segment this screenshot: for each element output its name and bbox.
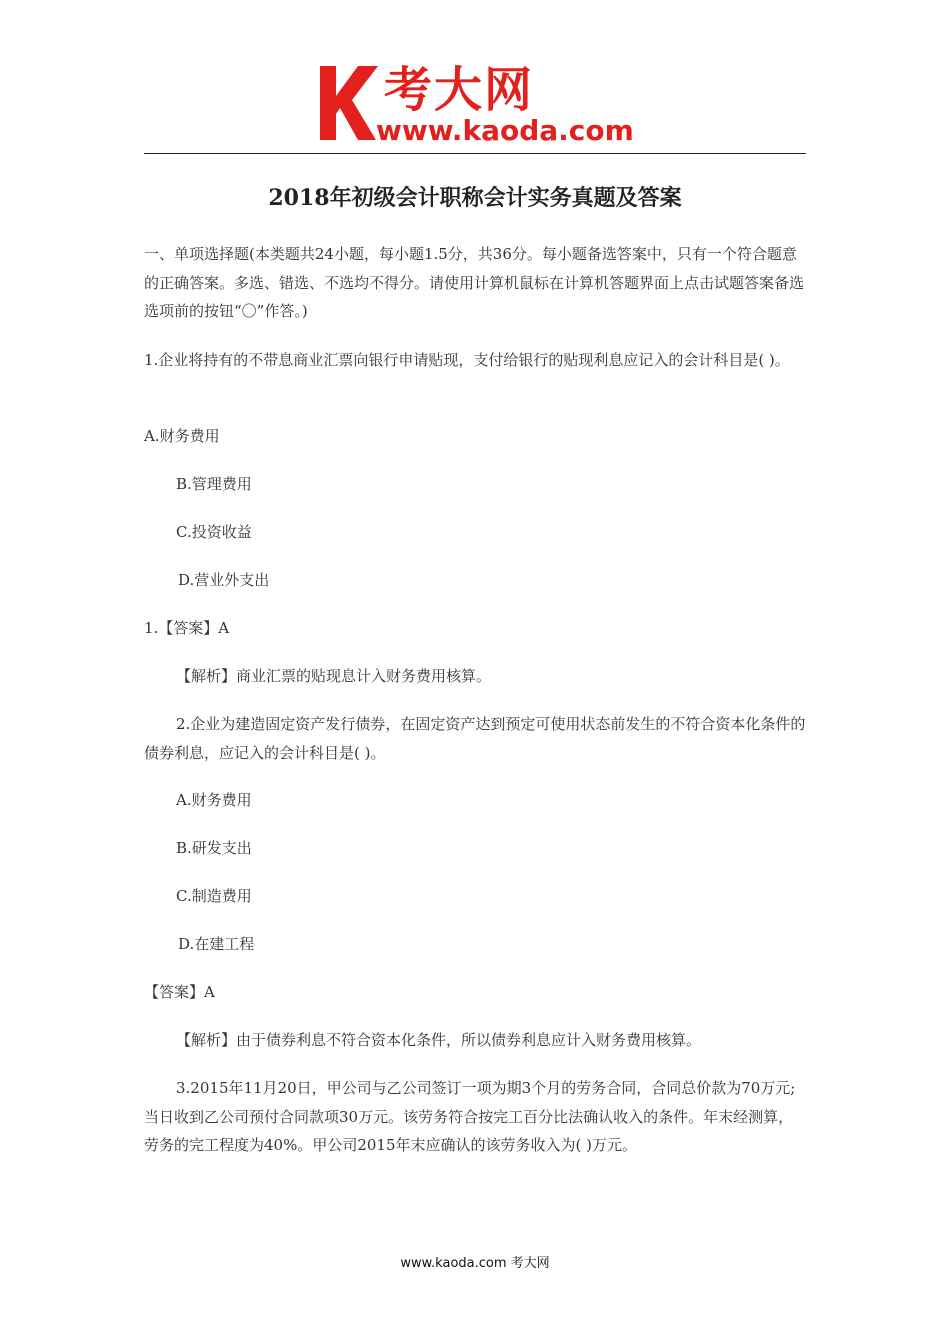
header-divider [144, 153, 806, 154]
logo-k-icon [318, 66, 380, 140]
question-2-answer: 【答案】A [144, 983, 215, 1001]
question-1-option-b: B.管理费用 [176, 475, 252, 493]
question-1-option-d: D.营业外支出 [178, 571, 270, 589]
question-2-option-a: A.财务费用 [176, 791, 252, 809]
question-2-stem: 2.企业为建造固定资产发行债券，在固定资产达到预定可使用状态前发生的不符合资本化条件的债券利息，应记入的会计科目是( )。 [144, 715, 806, 762]
question-2-option-d: D.在建工程 [178, 935, 255, 953]
question-2-option-c: C.制造费用 [176, 887, 252, 905]
question-2-analysis: 【解析】由于债券利息不符合资本化条件，所以债券利息应计入财务费用核算。 [176, 1031, 702, 1049]
question-1-answer: 1.【答案】A [144, 619, 230, 637]
question-1-analysis: 【解析】商业汇票的贴现息计入财务费用核算。 [176, 667, 492, 685]
section-intro: 一、单项选择题(本类题共24小题，每小题1.5分，共36分。每小题备选答案中，只有一个符合题意的正确答案。多选、错选、不选均不得分。请使用计算机鼠标在计算机答题界面上点击试题答案备选选项前的按钮“〇”作答。) [144, 245, 805, 320]
question-1-option-a: A.财务费用 [144, 427, 220, 445]
question-3-stem: 3.2015年11月20日，甲公司与乙公司签订一项为期3个月的劳务合同，合同总价款为70万元;当日收到乙公司预付合同款项30万元。该劳务符合按完工百分比法确认收入的条件。年末经测算，劳务的完工程度为40%。甲公司2015年末应确认的该劳务收入为( )万元。 [144, 1079, 796, 1154]
question-2-option-b: B.研发支出 [176, 839, 252, 857]
footer-url: www.kaoda.com 考大网 [400, 1256, 550, 1271]
logo-chinese-name: 考大网 [384, 62, 535, 118]
document-title: 2018年初级会计职称会计实务真题及答案 [268, 185, 682, 211]
kaoda-logo [318, 62, 648, 148]
question-1-option-c: C.投资收益 [176, 523, 252, 541]
logo-url: www.kaoda.com [376, 114, 634, 147]
question-1-stem: 1.企业将持有的不带息商业汇票向银行申请贴现，支付给银行的贴现利息应记入的会计科目是( )。 [144, 351, 790, 369]
